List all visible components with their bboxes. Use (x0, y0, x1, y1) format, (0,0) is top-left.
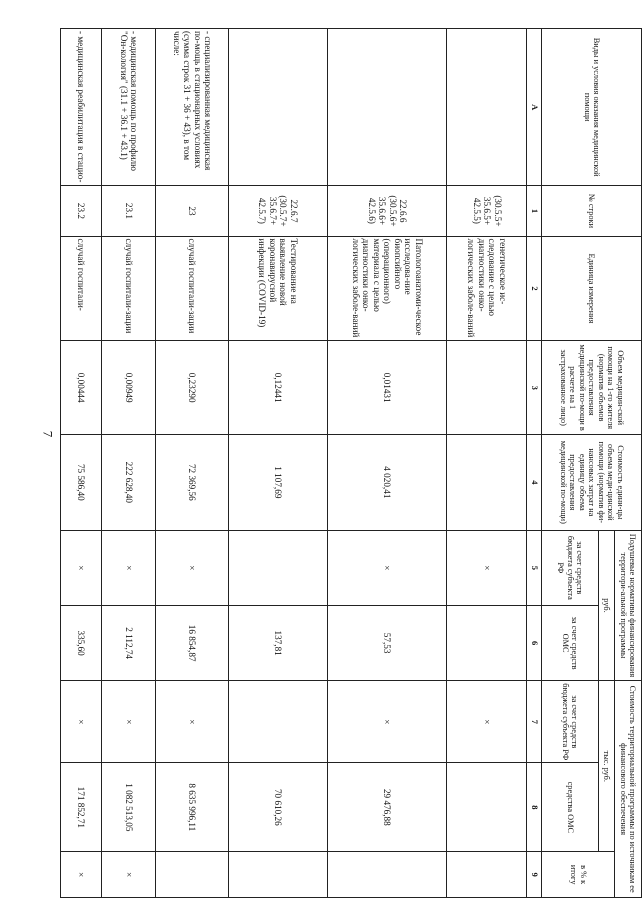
row-total-oms (447, 763, 527, 852)
row-norm-budget: × (327, 530, 447, 605)
row-line: 22.6.6 (30.5.6+ 35.6.6+ 42.5.6) (327, 186, 447, 236)
row-norm-budget: × (156, 530, 229, 605)
row-name: - медицинская помощь по профилю "Он-кология" (31.1 + 36.1 + 43.1) (102, 29, 156, 186)
header-col7: за счет средств бюджета субъекта РФ (542, 681, 598, 763)
row-total-budget: × (327, 681, 447, 763)
row-percent (327, 852, 447, 898)
row-unit: случай госпитали- (61, 236, 102, 341)
row-volume: 0,12441 (229, 341, 328, 435)
header-col8: средства ОМС (542, 763, 598, 852)
header-group-cost: Стоимость территориальной программы по источникам ее финансового обеспечения (615, 681, 642, 898)
row-name (327, 29, 447, 186)
row-total-budget: × (61, 681, 102, 763)
row-norm-oms: 57,53 (327, 605, 447, 680)
header-col5: за счет средств бюджета субъекта РФ (542, 530, 598, 605)
table-row (61, 29, 102, 898)
column-number: 6 (527, 605, 542, 680)
row-cost (447, 434, 527, 530)
row-total-budget: × (102, 681, 156, 763)
header-norms-unit: руб. (598, 530, 614, 681)
header-col2: Единица измерения (542, 236, 642, 341)
row-line: 23.1 (102, 186, 156, 236)
row-norm-oms (447, 605, 527, 680)
table-row (327, 29, 447, 898)
page-number: 7 (40, 430, 56, 438)
column-number: 3 (527, 341, 542, 435)
row-volume: 0,01431 (327, 341, 447, 435)
row-norm-budget: × (61, 530, 102, 605)
row-name: - медицинская реабилитация в стацио- (61, 29, 102, 186)
row-line: 22.6.7 (30.5.7+ 35.6.7+ 42.5.7) (229, 186, 328, 236)
header-group-norms: Подушевые нормативы финансирования территори-альной программы (615, 530, 642, 681)
column-number: 5 (527, 530, 542, 605)
row-cost: 4 020,41 (327, 434, 447, 530)
row-name (229, 29, 328, 186)
row-percent: × (61, 852, 102, 898)
row-cost: 72 369,56 (156, 434, 229, 530)
row-name: - специализированная медицинская по-мощь в стационарных условиях (сумма строк 31 + 36 + 43), в том числе: (156, 29, 229, 186)
row-unit: Тестирование на выявление новой коронавирусной инфекции (COVID-19) (229, 236, 328, 341)
row-total-budget (229, 681, 328, 763)
header-cost-unit: тыс. руб. (598, 681, 614, 852)
row-volume: 0,00949 (102, 341, 156, 435)
row-volume (447, 341, 527, 435)
table-row (229, 29, 328, 898)
row-percent (156, 852, 229, 898)
row-line: 23.2 (61, 186, 102, 236)
row-total-oms: 70 610,26 (229, 763, 328, 852)
row-name (447, 29, 527, 186)
row-norm-oms: 335,60 (61, 605, 102, 680)
row-percent (229, 852, 328, 898)
column-number: 2 (527, 236, 542, 341)
row-total-oms: 171 852,71 (61, 763, 102, 852)
row-cost: 75 586,40 (61, 434, 102, 530)
header-col1: № строки (542, 186, 642, 236)
header-col4: Стоимость едини-цы объема меди-цинской помощи (норматив фи-нансовых затрат на единицу объема предоставления медицинской по-мощи) (542, 434, 642, 530)
row-norm-oms: 16 854,87 (156, 605, 229, 680)
column-number: 7 (527, 681, 542, 763)
row-line: 23 (156, 186, 229, 236)
header-col0: Виды и условия оказания медицинской помощи (542, 29, 642, 186)
row-total-oms: 1 082 513,05 (102, 763, 156, 852)
table-row (156, 29, 229, 898)
column-number: 1 (527, 186, 542, 236)
column-number: А (527, 29, 542, 186)
table-row (102, 29, 156, 898)
row-unit: случай госпитали-зации (156, 236, 229, 341)
row-percent: × (102, 852, 156, 898)
row-total-budget: × (156, 681, 229, 763)
row-unit: Патологоанатоми-ческое исследова-ние биопсийного (операционного) материала с целью диагностики онко-логических заболе-ваний (327, 236, 447, 341)
column-number: 4 (527, 434, 542, 530)
row-line: (30.5.5+ 35.6.5+ 42.5.5) (447, 186, 527, 236)
row-unit: генетическое ис-следование с целью диагностики онко-логических заболе-ваний (447, 236, 527, 341)
row-volume: 0,00444 (61, 341, 102, 435)
row-total-oms: 29 476,88 (327, 763, 447, 852)
row-unit: случай госпитали-зации (102, 236, 156, 341)
row-cost: 1 107,69 (229, 434, 328, 530)
row-volume: 0,23290 (156, 341, 229, 435)
row-percent (447, 852, 527, 898)
header-col9: в % к итогу (542, 852, 615, 898)
rotated-table-sheet (60, 28, 642, 898)
header-col3: Объем медицин-ской помощи на 1-го жителя (норматив объемов предоставления медицинской по-мощи в расчете на 1 застрахованное лицо) (542, 341, 642, 435)
row-norm-oms: 137,81 (229, 605, 328, 680)
program-cost-table (60, 28, 642, 898)
row-total-budget: × (447, 681, 527, 763)
row-cost: 222 628,40 (102, 434, 156, 530)
row-norm-budget: × (447, 530, 527, 605)
row-norm-budget (229, 530, 328, 605)
row-total-oms: 8 635 996,11 (156, 763, 229, 852)
column-number: 9 (527, 852, 542, 898)
header-col6: за счет средств ОМС (542, 605, 598, 680)
row-norm-budget: × (102, 530, 156, 605)
row-norm-oms: 2 112,74 (102, 605, 156, 680)
column-number: 8 (527, 763, 542, 852)
table-row (447, 29, 527, 898)
